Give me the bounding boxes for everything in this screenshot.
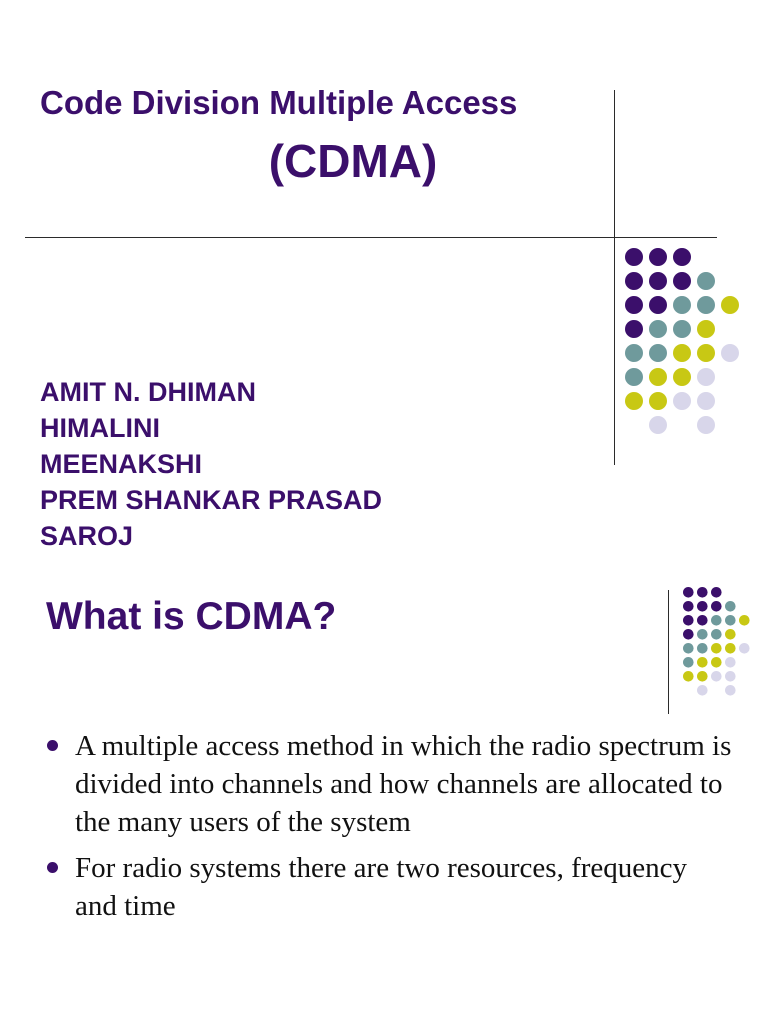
slide2-title: What is CDMA? bbox=[46, 595, 337, 638]
decorative-dot bbox=[683, 657, 694, 668]
decorative-dot bbox=[649, 272, 667, 290]
decorative-dot bbox=[673, 248, 691, 266]
decorative-dot bbox=[649, 320, 667, 338]
decorative-dot bbox=[625, 272, 643, 290]
decorative-dot bbox=[649, 416, 667, 434]
decorative-dot bbox=[683, 615, 694, 626]
bullet-text: A multiple access method in which the radio spectrum is divided into channels and how channels are allocated to the many users of the system bbox=[75, 730, 732, 838]
decorative-dot bbox=[673, 392, 691, 410]
author-name: AMIT N. DHIMAN bbox=[40, 377, 256, 407]
bullet-list bbox=[44, 727, 734, 933]
decorative-dot bbox=[625, 296, 643, 314]
bullet-dot-icon bbox=[47, 862, 58, 873]
decorative-dot bbox=[649, 344, 667, 362]
decorative-dot bbox=[725, 629, 736, 640]
bullet-item bbox=[44, 849, 734, 925]
decorative-dot bbox=[739, 643, 750, 654]
decorative-dot bbox=[625, 344, 643, 362]
decorative-dot bbox=[721, 344, 739, 362]
decorative-dot bbox=[711, 657, 722, 668]
bullet-dot-icon bbox=[47, 740, 58, 751]
decorative-dot bbox=[673, 320, 691, 338]
decorative-dot bbox=[725, 685, 736, 696]
decorative-dot bbox=[683, 671, 694, 682]
decorative-dot bbox=[683, 601, 694, 612]
decorative-dot bbox=[711, 601, 722, 612]
author-name: HIMALINI bbox=[40, 413, 160, 443]
decorative-dot bbox=[711, 671, 722, 682]
decorative-dot bbox=[711, 615, 722, 626]
decorative-dot bbox=[725, 643, 736, 654]
decorative-dot bbox=[625, 248, 643, 266]
decorative-dot bbox=[625, 392, 643, 410]
decorative-dot bbox=[673, 272, 691, 290]
decorative-dot bbox=[683, 629, 694, 640]
decorative-dot bbox=[697, 629, 708, 640]
decorative-dot bbox=[697, 272, 715, 290]
decorative-dot bbox=[725, 601, 736, 612]
decorative-dot bbox=[673, 344, 691, 362]
decorative-dot bbox=[683, 587, 694, 598]
decorative-dot bbox=[725, 657, 736, 668]
bullet-item bbox=[44, 727, 734, 841]
decorative-dot bbox=[697, 615, 708, 626]
author-name: PREM SHANKAR PRASAD bbox=[40, 485, 383, 515]
vertical-divider-small bbox=[668, 590, 669, 714]
decorative-dot bbox=[697, 320, 715, 338]
decorative-dot bbox=[697, 392, 715, 410]
slide1-subtitle: (CDMA) bbox=[268, 135, 438, 187]
decorative-dot bbox=[697, 296, 715, 314]
decorative-dot bbox=[697, 643, 708, 654]
decorative-dot bbox=[721, 296, 739, 314]
author-list bbox=[40, 374, 382, 554]
decorative-dot bbox=[625, 320, 643, 338]
bullet-text: For radio systems there are two resources, frequency and time bbox=[75, 852, 688, 922]
decorative-dot bbox=[649, 296, 667, 314]
decorative-dot bbox=[649, 368, 667, 386]
decorative-dot bbox=[697, 601, 708, 612]
decorative-dot bbox=[711, 587, 722, 598]
decorative-dot bbox=[625, 368, 643, 386]
decorative-dot bbox=[725, 615, 736, 626]
decorative-dot bbox=[649, 392, 667, 410]
dot-grid-decoration-small bbox=[683, 587, 758, 697]
decorative-dot bbox=[725, 671, 736, 682]
decorative-dot bbox=[673, 368, 691, 386]
decorative-dot bbox=[697, 671, 708, 682]
decorative-dot bbox=[697, 685, 708, 696]
decorative-dot bbox=[697, 368, 715, 386]
decorative-dot bbox=[683, 643, 694, 654]
vertical-divider bbox=[614, 90, 615, 465]
decorative-dot bbox=[649, 248, 667, 266]
decorative-dot bbox=[711, 643, 722, 654]
decorative-dot bbox=[697, 416, 715, 434]
decorative-dot bbox=[697, 657, 708, 668]
decorative-dot bbox=[739, 615, 750, 626]
author-name: MEENAKSHI bbox=[40, 449, 203, 479]
decorative-dot bbox=[711, 629, 722, 640]
slide1-title: Code Division Multiple Access bbox=[40, 84, 518, 121]
decorative-dot bbox=[697, 587, 708, 598]
author-name: SAROJ bbox=[40, 521, 134, 551]
decorative-dot bbox=[697, 344, 715, 362]
decorative-dot bbox=[673, 296, 691, 314]
dot-grid-decoration-large bbox=[625, 248, 750, 438]
